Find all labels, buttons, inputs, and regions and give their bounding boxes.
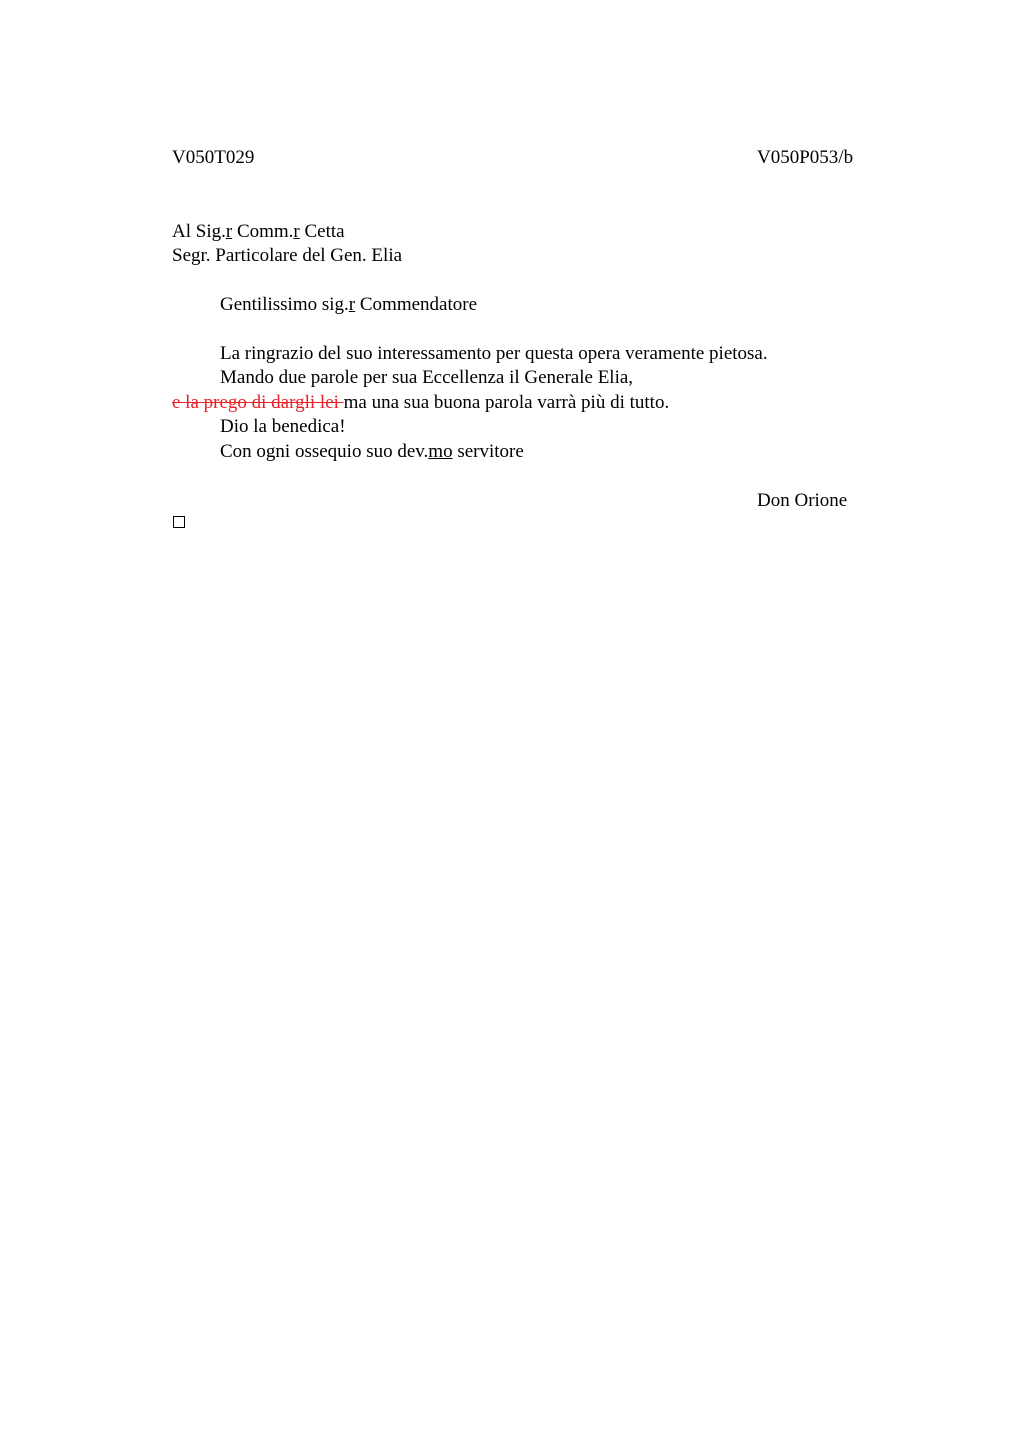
superscript-mo: mo [428,441,453,462]
closing-suffix: servitore [452,441,524,462]
closing-prefix: Con ogni ossequio suo dev. [220,441,429,462]
left-archive-code: V050T029 [172,147,255,168]
address-prefix: Al Sig. [172,221,226,242]
body-line-4: Dio la benedica! [220,416,346,437]
body-line-3 [172,391,669,415]
signature: Don Orione [757,490,848,511]
address-comm: Comm. [232,221,294,242]
address-line-2: Segr. Particolare del Gen. Elia [172,245,403,266]
salutation [220,293,477,317]
body-line-3-text: ma una sua buona parola varrà più di tutto. [343,392,670,413]
address-line-1 [172,220,345,244]
salutation-title: Commendatore [355,294,478,315]
right-archive-code: V050P053/b [757,147,854,168]
body-line-1: La ringrazio del suo interessamento per questa opera veramente pietosa. [220,343,768,364]
superscript-r: r [225,221,233,242]
superscript-r: r [293,221,300,242]
salutation-prefix: Gentilissimo sig. [220,294,349,315]
deleted-text: e la prego di dargli lei [172,392,344,413]
checkbox-square-icon [173,516,185,528]
address-name: Cetta [299,221,345,242]
closing-line [220,440,524,464]
body-line-2: Mando due parole per sua Eccellenza il Generale Elia, [220,367,634,388]
superscript-r: r [348,294,356,315]
